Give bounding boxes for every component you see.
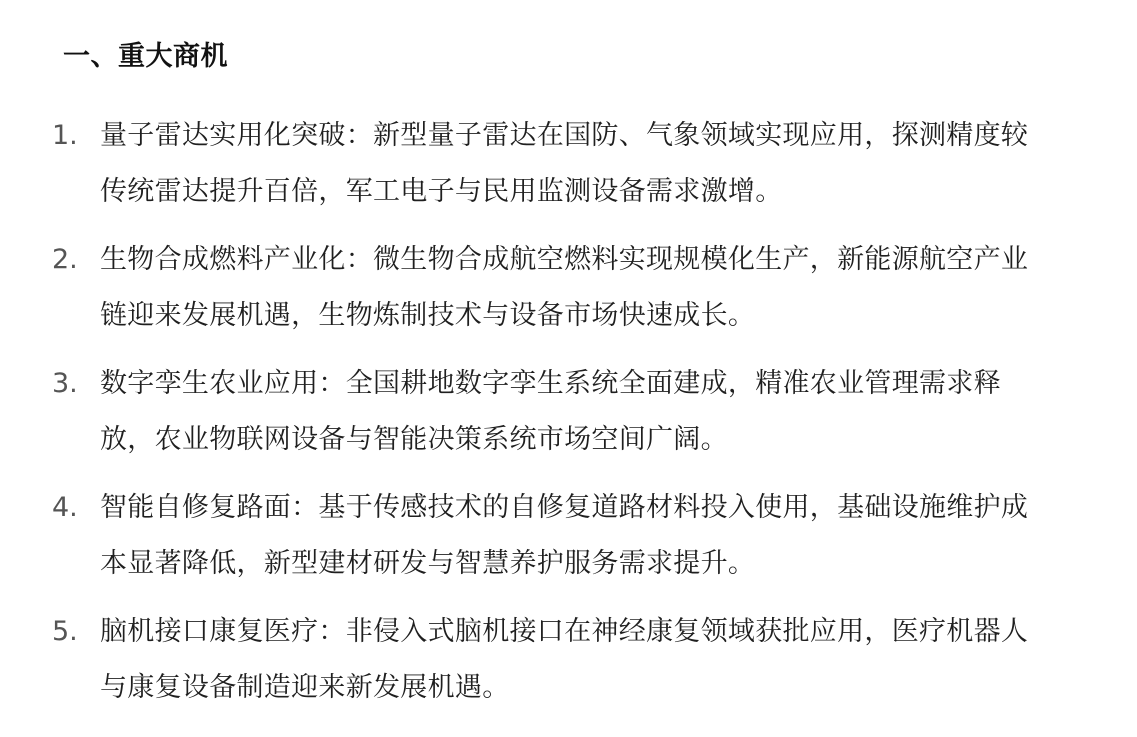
list-item-text: 脑机接口康复医疗：非侵入式脑机接口在神经康复领域获批应用，医疗机器人与康复设备制造迎来新发展机遇。 bbox=[100, 616, 1029, 703]
list-item-number: 2. bbox=[52, 244, 78, 275]
list-item-text: 智能自修复路面：基于传感技术的自修复道路材料投入使用，基础设施维护成本显著降低，新型建材研发与智慧养护服务需求提升。 bbox=[100, 492, 1029, 579]
list-item bbox=[0, 480, 1137, 604]
list-item bbox=[0, 356, 1137, 480]
list-item-number: 3. bbox=[52, 368, 78, 399]
list-item-text: 量子雷达实用化突破：新型量子雷达在国防、气象领域实现应用，探测精度较传统雷达提升百倍，军工电子与民用监测设备需求激增。 bbox=[100, 120, 1029, 207]
section-heading: 一、重大商机 bbox=[63, 41, 228, 72]
opportunity-list bbox=[0, 108, 1137, 728]
list-item-number: 4. bbox=[52, 492, 78, 523]
list-item bbox=[0, 232, 1137, 356]
list-item-text: 生物合成燃料产业化：微生物合成航空燃料实现规模化生产，新能源航空产业链迎来发展机遇，生物炼制技术与设备市场快速成长。 bbox=[100, 244, 1029, 331]
list-item bbox=[0, 604, 1137, 728]
list-item bbox=[0, 108, 1137, 232]
list-item-text: 数字孪生农业应用：全国耕地数字孪生系统全面建成，精准农业管理需求释放，农业物联网设备与智能决策系统市场空间广阔。 bbox=[100, 368, 1001, 455]
list-item-number: 1. bbox=[52, 120, 78, 151]
list-item-number: 5. bbox=[52, 616, 78, 647]
